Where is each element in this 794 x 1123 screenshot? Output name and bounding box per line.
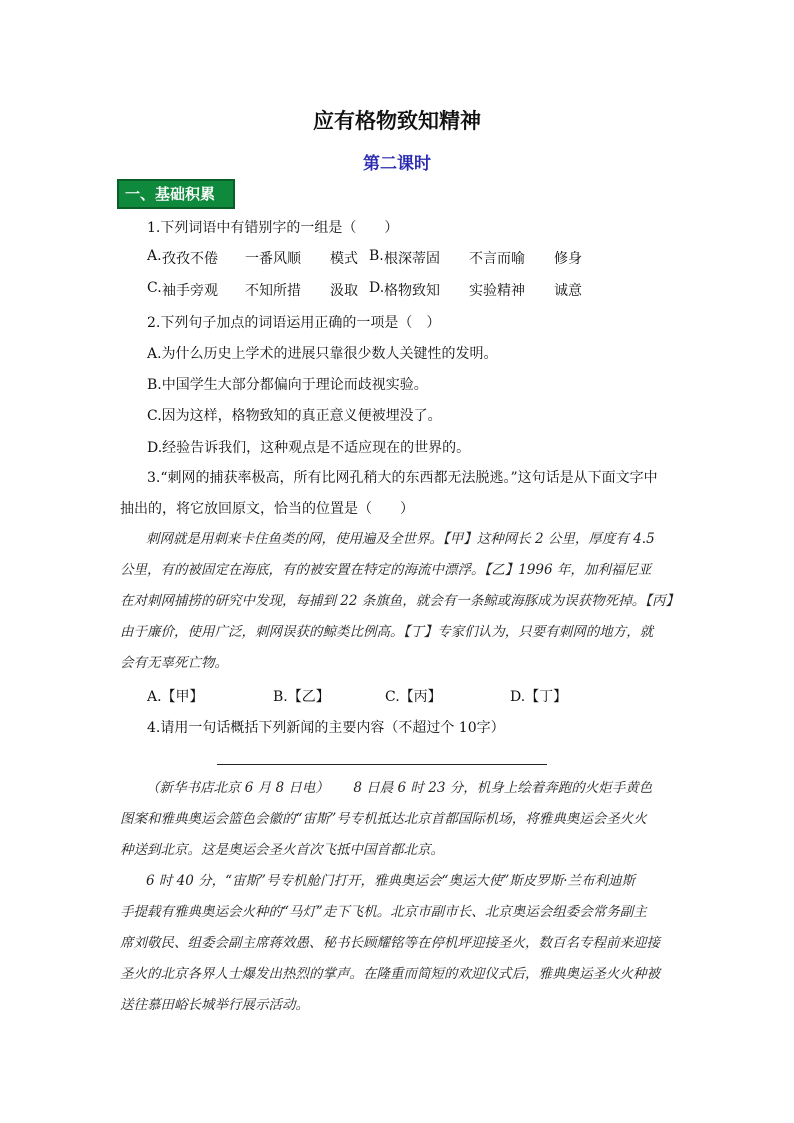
q1-stem: 1.下列词语中有错别字的一组是（ ） xyxy=(147,220,399,236)
q3-stem-continued: 抽出的，将它放回原文，恰当的位置是（ ） xyxy=(120,501,414,517)
q1-option-a-letter: A. xyxy=(147,248,162,264)
q2-option-a: A.为什么历史上学术的进展只靠很少数人关键性的发明。 xyxy=(147,346,498,362)
q2-option-d: D.经验告诉我们，这种观点是不适应现在的世界的。 xyxy=(147,440,471,456)
q2-stem: 2.下列句子加点的词语运用正确的一项是（ ） xyxy=(147,315,441,331)
q1-option-a-word: 一番风顺 xyxy=(245,251,301,267)
news-line: 6 时 40 分，“宙斯”号专机舱门打开，雅典奥运会“奥运大使”斯皮罗斯·兰布利迪斯 xyxy=(146,873,636,889)
q1-option-c-word: 汲取 xyxy=(330,283,358,299)
q1-option-b-word: 不言而喻 xyxy=(469,251,525,267)
page-title: 应有格物致知精神 xyxy=(313,109,481,133)
q1-option-c-word: 不知所措 xyxy=(245,283,301,299)
q1-option-c-word: 袖手旁观 xyxy=(162,283,218,299)
q3-option-c: C.【丙】 xyxy=(385,689,442,705)
q3-option-b: B.【乙】 xyxy=(273,689,330,705)
q2-option-b: B.中国学生大部分都偏向于理论而歧视实验。 xyxy=(147,377,428,393)
q2-option-c: C.因为这样，格物致知的真正意义便被埋没了。 xyxy=(147,408,442,424)
q1-option-b-letter: B. xyxy=(369,248,384,264)
q3-passage-line: 在对刺网捕捞的研究中发现，每捕到 22 条旗鱼，就会有一条鲸或海豚成为误获物死掉。【丙】 xyxy=(120,593,680,609)
news-line: 送往慕田峪长城举行展示活动。 xyxy=(120,997,309,1013)
news-line: 图案和雅典奥运会篮色会徽的“宙斯”号专机抵达北京首都国际机场，将雅典奥运会圣火火 xyxy=(120,811,647,827)
q4-stem: 4.请用一句话概括下列新闻的主要内容（不超过个 10字） xyxy=(147,720,505,736)
q4-news-article xyxy=(120,773,680,1021)
q3-passage-line: 会有无辜死亡物。 xyxy=(120,655,228,671)
q3-option-a: A.【甲】 xyxy=(147,689,204,705)
answer-blank-line xyxy=(217,764,547,765)
q1-option-d-word: 格物致知 xyxy=(384,283,440,299)
q3-passage xyxy=(120,524,680,679)
section-banner: 一、基础积累 xyxy=(117,179,235,209)
page-subtitle: 第二课时 xyxy=(363,154,431,174)
q1-option-b-word: 根深蒂固 xyxy=(384,251,440,267)
q1-option-a-word: 模式 xyxy=(330,251,358,267)
q1-option-d-word: 诚意 xyxy=(554,283,582,299)
q1-option-c-letter: C. xyxy=(147,280,162,296)
q3-passage-line: 由于廉价，使用广泛，刺网误获的鲸类比例高。【丁】专家们认为，只要有刺网的地方，就 xyxy=(120,624,654,640)
news-line: 手提载有雅典奥运会火种的“马灯”走下飞机。北京市副市长、北京奥运会组委会常务副主 xyxy=(120,904,647,920)
q1-option-a-word: 孜孜不倦 xyxy=(162,251,218,267)
news-line: 种送到北京。这是奥运会圣火首次飞抵中国首都北京。 xyxy=(120,842,444,858)
news-line: 席刘敬民、组委会副主席蒋效愚、秘书长顾耀铭等在停机坪迎接圣火，数百名专程前来迎接 xyxy=(120,935,660,951)
news-line: 圣火的北京各界人士爆发出热烈的掌声。在隆重而简短的欢迎仪式后，雅典奥运圣火火种被 xyxy=(120,966,660,982)
q1-option-d-word: 实验精神 xyxy=(469,283,525,299)
news-line: （新华书店北京 6 月 8 日电） 8 日晨 6 时 23 分，机身上绘着奔跑的火炬手黄色 xyxy=(146,780,653,796)
q3-option-d: D.【丁】 xyxy=(510,689,568,705)
q3-passage-line: 刺网就是用刺来卡住鱼类的网，使用遍及全世界。【甲】这种网长 2 公里，厚度有 4.5 xyxy=(146,531,655,547)
q3-stem: 3.“刺网的捕获率极高，所有比网孔稍大的东西都无法脱逃。”这句话是从下面文字中 xyxy=(147,470,658,486)
q1-option-d-letter: D. xyxy=(369,280,385,296)
q3-passage-line: 公里，有的被固定在海底，有的被安置在特定的海流中漂浮。【乙】1996 年，加利福尼亚 xyxy=(120,562,652,578)
q1-option-b-word: 修身 xyxy=(554,251,582,267)
